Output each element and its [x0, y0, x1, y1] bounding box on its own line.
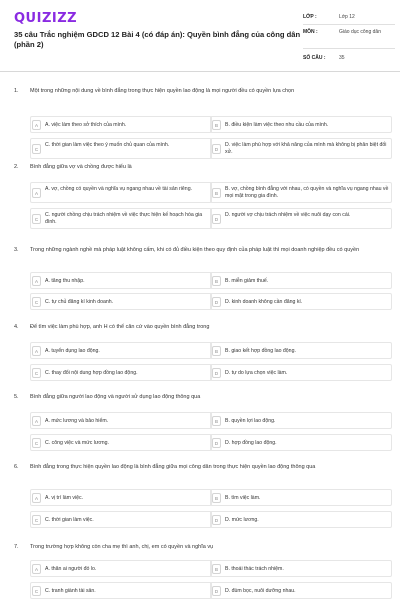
option-b[interactable] — [210, 342, 392, 359]
option-b[interactable] — [210, 560, 392, 577]
option-letter: C — [32, 438, 41, 448]
option-text: A. tăng thu nhập. — [45, 278, 85, 284]
worksheet-title: 35 câu Trắc nghiệm GDCD 12 Bài 4 (có đáp án): Quyền bình đẳng của công dân (phần 2) — [14, 30, 301, 49]
option-d[interactable] — [210, 208, 392, 229]
question-number: 5. — [14, 394, 19, 400]
option-b[interactable] — [210, 489, 392, 506]
option-b[interactable] — [210, 272, 392, 289]
option-text: A. vợ, chồng có quyền và nghĩa vụ ngang nhau về tài sản riêng. — [45, 186, 193, 192]
option-letter: C — [32, 368, 41, 378]
option-d[interactable] — [210, 434, 392, 451]
option-text: B. vợ, chồng bình đẳng với nhau, có quyền và nghĩa vụ ngang nhau về mọi mặt trong gia đình. — [225, 186, 389, 200]
option-text: A. vị trí làm việc. — [45, 495, 84, 501]
option-d[interactable] — [210, 582, 392, 599]
option-d[interactable] — [210, 511, 392, 528]
question-number: 6. — [14, 464, 19, 470]
option-a[interactable] — [30, 272, 212, 289]
option-letter: D — [212, 515, 221, 525]
option-letter: A — [32, 564, 41, 574]
option-c[interactable] — [30, 208, 212, 229]
option-text: A. thăn ai người đó lo. — [45, 566, 97, 572]
question-number: 3. — [14, 247, 19, 253]
option-letter: A — [32, 493, 41, 503]
question-number: 1. — [14, 88, 19, 94]
option-letter: C — [32, 515, 41, 525]
option-letter: B — [212, 416, 221, 426]
option-d[interactable] — [210, 364, 392, 381]
option-letter: D — [212, 586, 221, 596]
option-letter: A — [32, 276, 41, 286]
option-letter: B — [212, 276, 221, 286]
option-letter: B — [212, 188, 221, 198]
option-text: B. miễn giảm thuế. — [225, 278, 269, 284]
question-number: 7. — [14, 544, 19, 550]
option-letter: B — [212, 564, 221, 574]
question-number: 4. — [14, 324, 19, 330]
question-text: Trong những ngành nghề mà pháp luật không cấm, khi có đủ điều kiện theo quy định của pháp luật thì mọi doanh nghiệp đều có quyền — [30, 247, 360, 253]
option-text: C. công việc và mức lương. — [45, 440, 109, 446]
meta-subject-value: Giáo dục công dân — [339, 29, 381, 35]
option-letter: A — [32, 346, 41, 356]
option-letter: D — [212, 144, 221, 154]
option-letter: C — [32, 586, 41, 596]
option-letter: A — [32, 188, 41, 198]
option-letter: C — [32, 214, 41, 224]
option-d[interactable] — [210, 138, 392, 159]
meta-count-value: 35 — [339, 55, 345, 61]
question-text: Trong trường hợp không còn cha mẹ thì anh, chị, em có quyền và nghĩa vụ — [30, 544, 214, 550]
option-letter: B — [212, 120, 221, 130]
option-text: C. người chồng chịu trách nhiệm về việc thực hiện kế hoạch hóa gia đình. — [45, 212, 203, 226]
option-text: B. giao kết hợp đồng lao động. — [225, 348, 296, 354]
option-text: A. mức lương và bảo hiểm. — [45, 418, 109, 424]
meta-divider — [303, 24, 395, 25]
option-text: B. thoái thác trách nhiệm. — [225, 566, 284, 572]
option-text: D. tự do lựa chọn việc làm. — [225, 370, 288, 376]
option-c[interactable] — [30, 138, 212, 159]
option-a[interactable] — [30, 412, 212, 429]
option-letter: A — [32, 120, 41, 130]
question-text: Bình đẳng giữa người lao động và người sử dụng lao động thông qua — [30, 394, 201, 400]
option-text: C. thời gian làm việc theo ý muốn chủ quan của mình. — [45, 142, 170, 148]
option-letter: C — [32, 144, 41, 154]
meta-divider — [303, 48, 395, 49]
option-letter: B — [212, 346, 221, 356]
option-text: C. thời gian làm việc. — [45, 517, 94, 523]
option-text: C. tự chủ đăng kí kinh doanh. — [45, 299, 114, 305]
option-text: A. tuyển dụng lao động. — [45, 348, 100, 354]
question-number: 2. — [14, 164, 19, 170]
option-text: C. tranh giành tài sản. — [45, 588, 96, 594]
option-letter: D — [212, 438, 221, 448]
option-text: D. hợp đồng lao động. — [225, 440, 277, 446]
question-text: Bình đẳng giữa vợ và chồng được hiểu là — [30, 164, 132, 170]
question-text: Để tìm việc làm phù hợp, anh H có thể căn cứ vào quyền bình đẳng trong — [30, 324, 210, 330]
option-a[interactable] — [30, 560, 212, 577]
question-text: Một trong những nội dung về bình đẳng trong thực hiện quyền lao động là mọi người đều có quyền lựa chọn — [30, 88, 295, 94]
option-b[interactable] — [210, 412, 392, 429]
option-a[interactable] — [30, 342, 212, 359]
meta-class-label: LỚP : — [303, 14, 317, 20]
meta-class-value: Lớp 12 — [339, 14, 355, 20]
option-letter: D — [212, 368, 221, 378]
option-text: C. thay đổi nội dung hợp đồng lao động. — [45, 370, 138, 376]
option-a[interactable] — [30, 182, 212, 203]
option-letter: A — [32, 416, 41, 426]
option-c[interactable] — [30, 293, 212, 310]
option-text: B. tìm việc làm. — [225, 495, 261, 501]
worksheet-header — [0, 0, 400, 72]
option-text: B. điều kiện làm việc theo nhu cầu của mình. — [225, 122, 329, 128]
option-b[interactable] — [210, 116, 392, 133]
option-d[interactable] — [210, 293, 392, 310]
option-text: D. việc làm phù hợp với khả năng của mình mà không bị phân biệt đối xử. — [225, 142, 387, 156]
option-letter: B — [212, 493, 221, 503]
option-text: B. quyền lợi lao động. — [225, 418, 276, 424]
option-text: D. người vợ chịu trách nhiệm về việc nuôi dạy con cái. — [225, 212, 351, 218]
option-a[interactable] — [30, 116, 212, 133]
option-c[interactable] — [30, 434, 212, 451]
quizizz-logo[interactable]: QUIZIZZ — [14, 11, 78, 26]
option-letter: D — [212, 297, 221, 307]
option-a[interactable] — [30, 489, 212, 506]
question-text: Bình đẳng trong thực hiện quyền lao động là bình đẳng giữa mọi công dân trong thực hiện quyền lao động thông qua — [30, 464, 316, 470]
option-c[interactable] — [30, 582, 212, 599]
option-text: D. kinh doanh không cần đăng kí. — [225, 299, 303, 305]
option-letter: D — [212, 214, 221, 224]
meta-count-label: SỐ CÂU : — [303, 55, 326, 61]
option-text: A. việc làm theo sở thích của mình. — [45, 122, 127, 128]
option-b[interactable] — [210, 182, 392, 203]
option-c[interactable] — [30, 364, 212, 381]
option-c[interactable] — [30, 511, 212, 528]
meta-subject-label: MÔN : — [303, 29, 318, 35]
option-text: D. mức lương. — [225, 517, 259, 523]
option-text: D. đùm bọc, nuôi dưỡng nhau. — [225, 588, 296, 594]
option-letter: C — [32, 297, 41, 307]
